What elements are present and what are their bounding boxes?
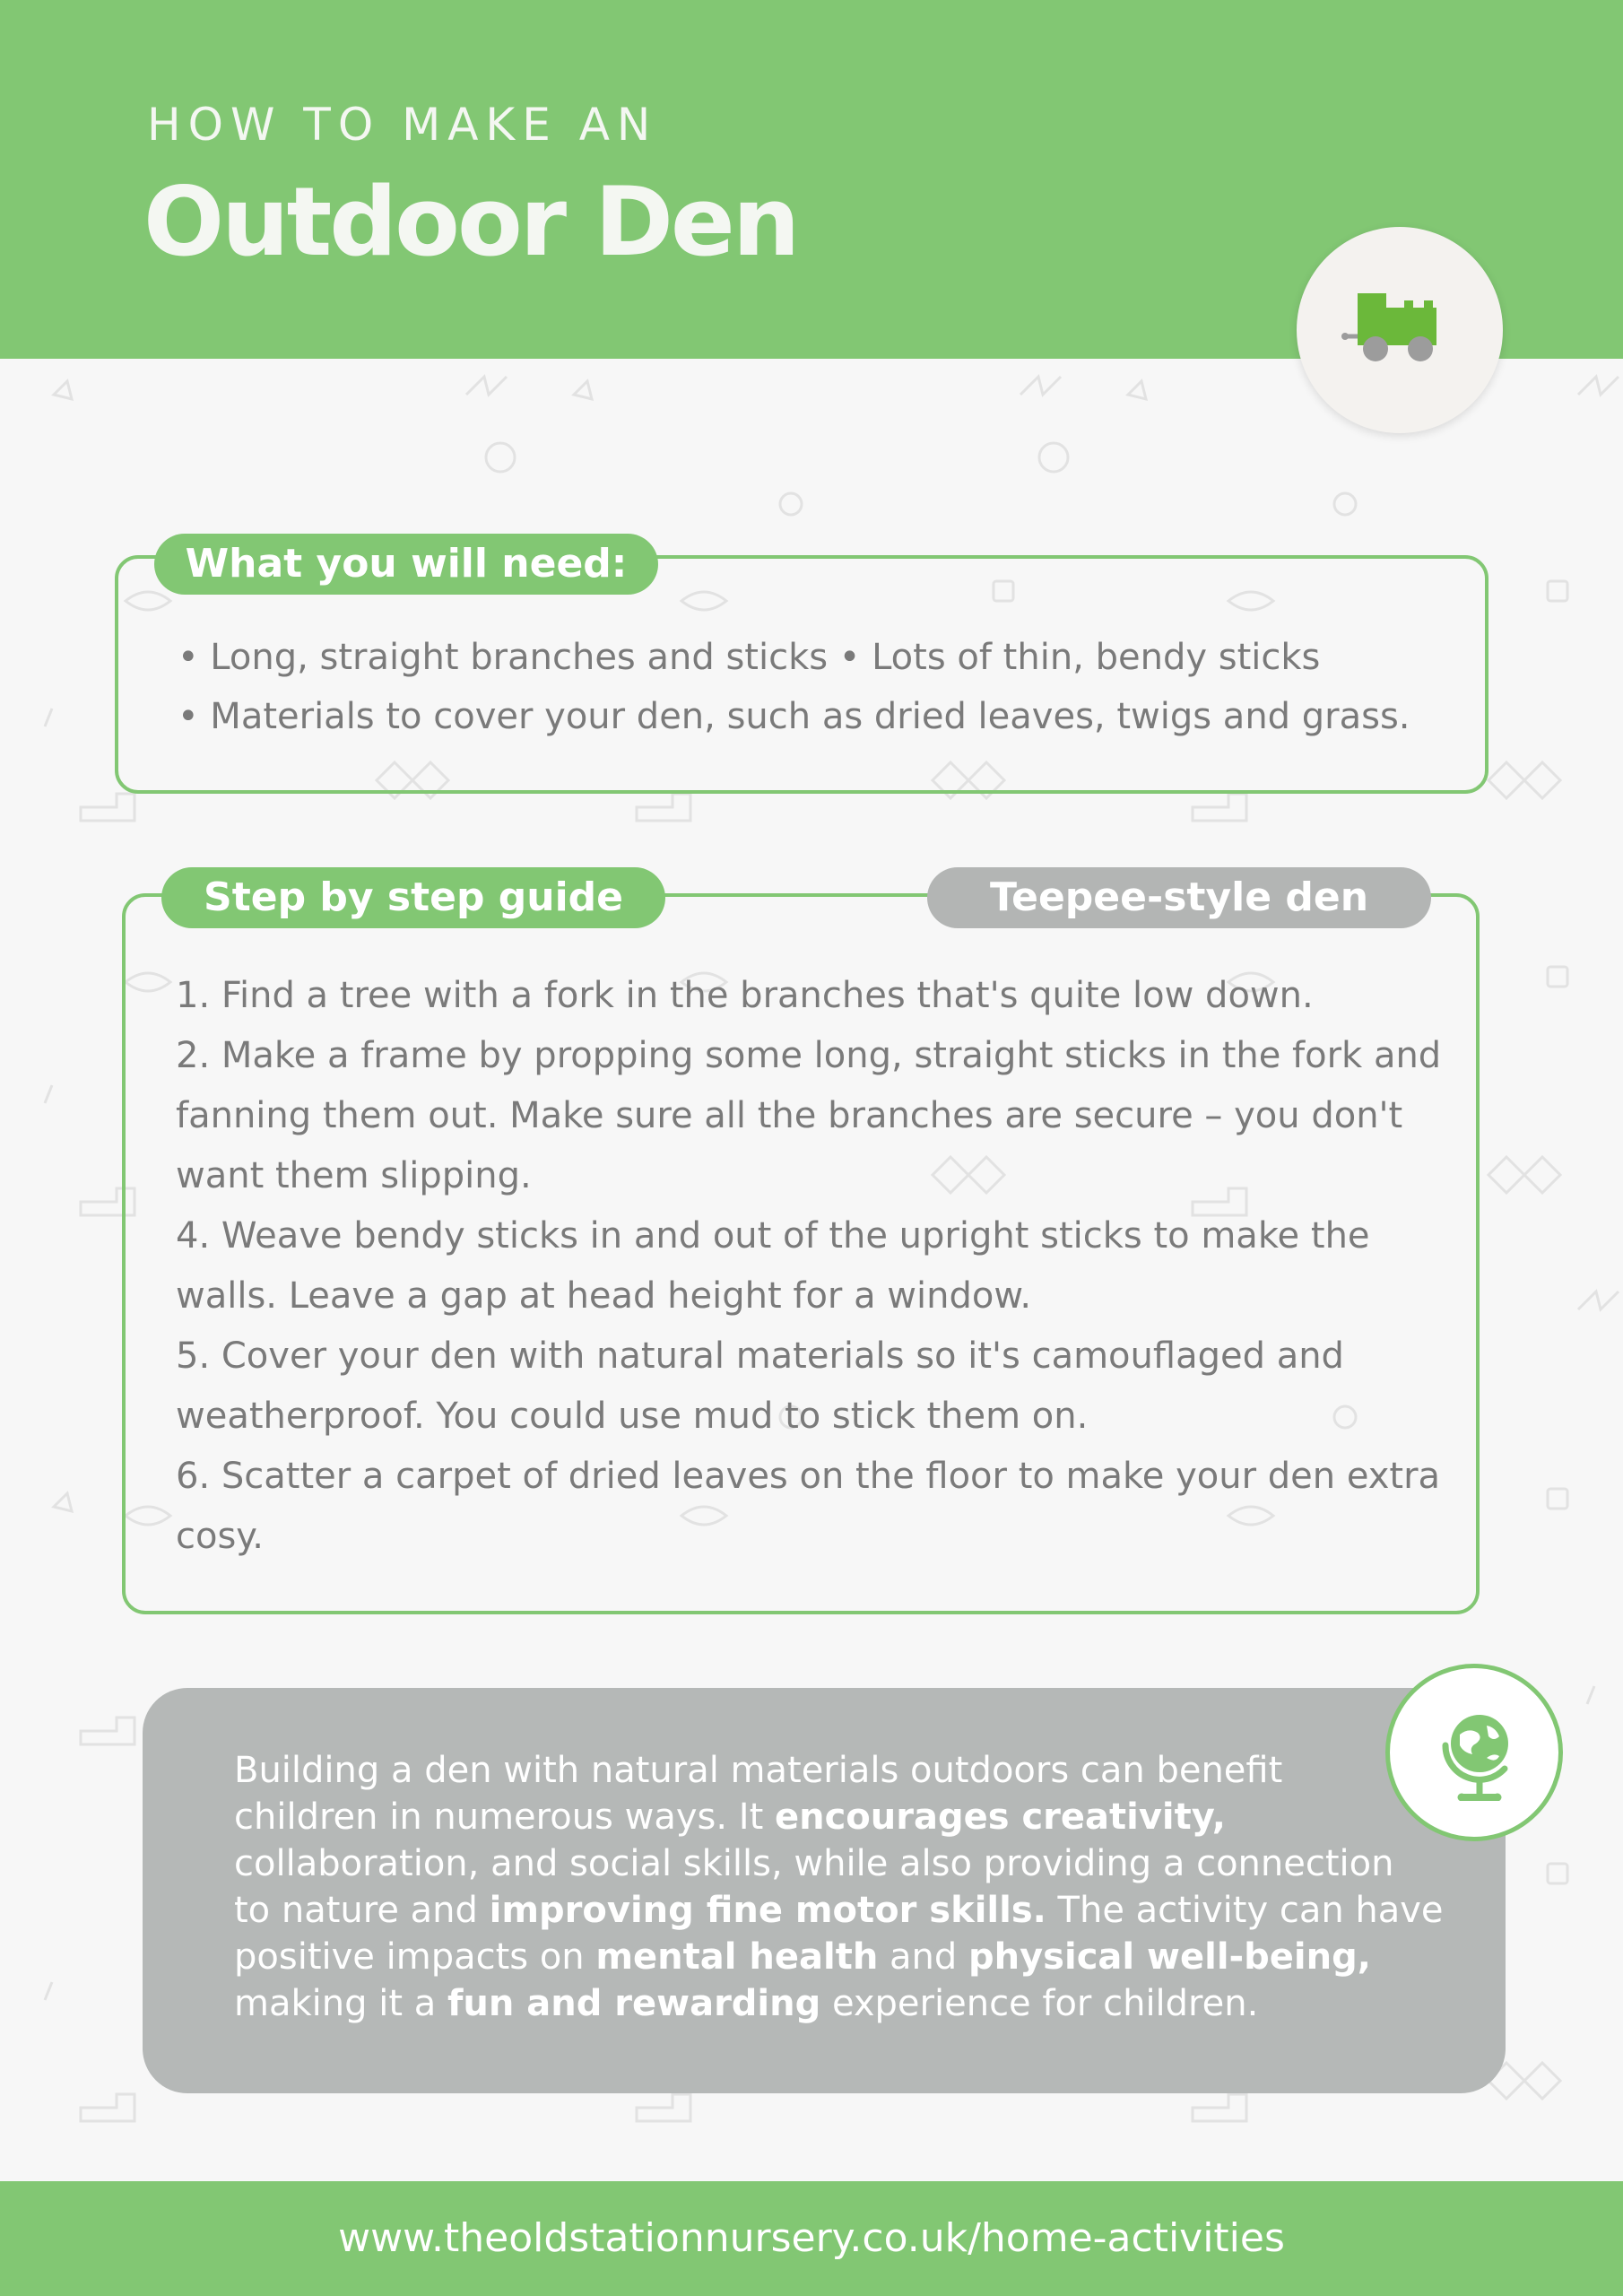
benefits-text-run: Building a den with natural materials outdoors can benefit (234, 1750, 1283, 1791)
benefits-line (234, 1934, 1409, 1980)
benefits-highlight: fun and rewarding (447, 1983, 821, 2024)
benefits-line (234, 1794, 1409, 1840)
benefits-highlight: improving fine motor skills. (489, 1890, 1046, 1931)
benefits-text-run: to nature and (234, 1890, 490, 1931)
benefits-text (234, 1747, 1444, 2027)
train-icon (1341, 281, 1458, 379)
benefits-text-run: positive impacts on (234, 1936, 596, 1978)
benefits-text-run: collaboration, and social skills, while also providing a connection (234, 1843, 1394, 1884)
needs-line: • Long, straight branches and sticks • Lots of thin, bendy sticks (178, 637, 1321, 678)
steps-list (176, 966, 1449, 1567)
benefits-highlight: physical well-being, (968, 1936, 1371, 1978)
guide-heading: Step by step guide (161, 867, 665, 928)
page-subtitle: HOW TO MAKE AN (147, 99, 658, 151)
step-item: 5. Cover your den with natural materials so it's camouflaged and weatherproof. You could use mud to stick them on. (176, 1335, 1344, 1437)
step-item: 1. Find a tree with a fork in the branches that's quite low down. (176, 975, 1314, 1016)
needs-heading: What you will need: (154, 534, 658, 595)
den-style-label: Teepee-style den (927, 867, 1431, 928)
needs-line: • Materials to cover your den, such as dried leaves, twigs and grass. (178, 696, 1410, 737)
benefits-line (234, 1980, 1409, 2027)
benefits-text-run: The activity can have (1046, 1890, 1444, 1931)
globe-icon (1429, 1699, 1528, 1815)
train-badge (1297, 227, 1503, 433)
page-title: Outdoor Den (143, 167, 798, 277)
benefits-highlight: encourages creativity, (774, 1796, 1226, 1838)
benefits-highlight: mental health (595, 1936, 879, 1978)
needs-list (178, 628, 1410, 746)
step-item: 4. Weave bendy sticks in and out of the upright sticks to make the walls. Leave a gap at head height for a window. (176, 1215, 1370, 1317)
benefits-line (234, 1887, 1444, 1934)
benefits-text-run: children in numerous ways. It (234, 1796, 775, 1838)
benefits-line (234, 1840, 1409, 1887)
benefits-text-run: making it a (234, 1983, 447, 2024)
benefits-line (234, 1747, 1409, 1794)
step-item: 2. Make a frame by propping some long, straight sticks in the fork and fanning them out. Make sure all the branches are secure – you don't want them slipping. (176, 1035, 1442, 1196)
step-item: 6. Scatter a carpet of dried leaves on the floor to make your den extra cosy. (176, 1456, 1441, 1557)
benefits-text-run: and (878, 1936, 968, 1978)
globe-badge (1385, 1664, 1563, 1841)
benefits-text-run: experience for children. (820, 1983, 1259, 2024)
footer-url[interactable]: www.theoldstationnursery.co.uk/home-activities (338, 2215, 1285, 2261)
